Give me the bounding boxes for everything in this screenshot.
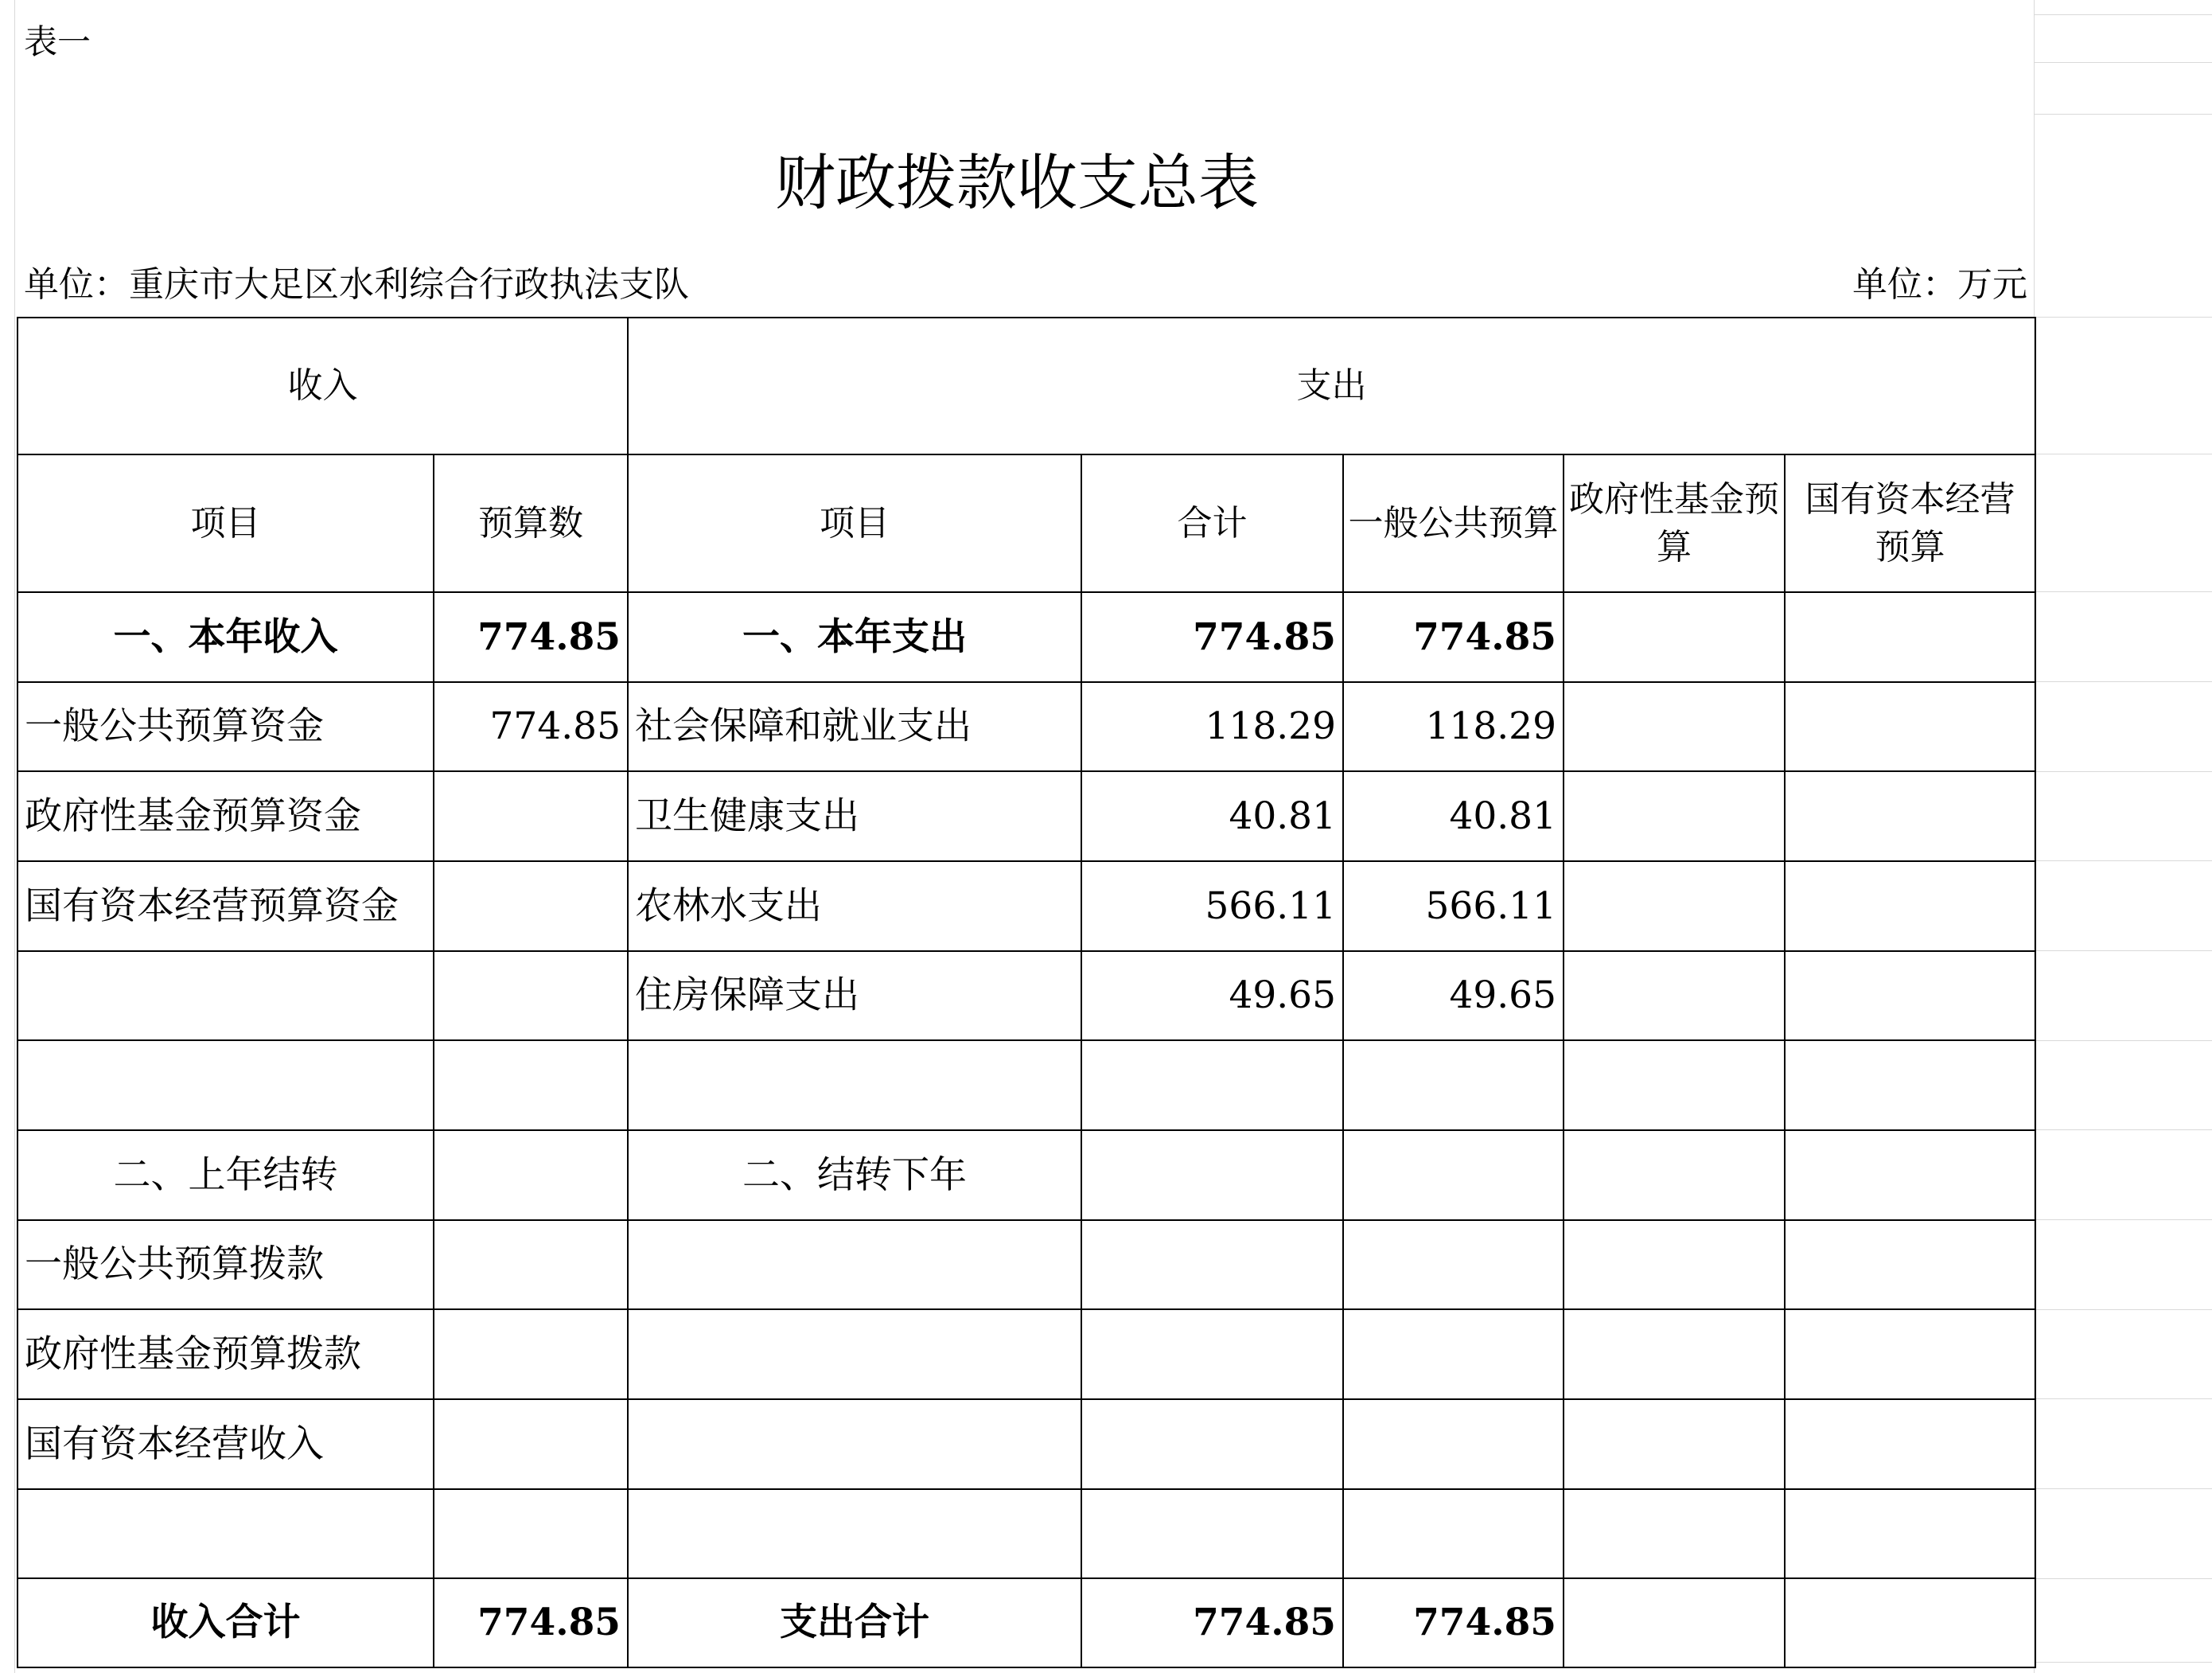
expense-total-gov-fund xyxy=(1564,1578,1785,1667)
gridline xyxy=(14,0,15,1673)
expense-item xyxy=(628,1309,1081,1399)
totals-row xyxy=(18,1578,2035,1667)
gridline xyxy=(2034,62,2212,63)
header-state-capital: 国有资本经营预算 xyxy=(1785,454,2035,592)
expense-general-budget: 566.11 xyxy=(1343,861,1564,951)
income-amount xyxy=(434,1309,628,1399)
income-total-amount: 774.85 xyxy=(434,1578,628,1667)
income-item xyxy=(18,1040,434,1130)
expense-total xyxy=(1081,1309,1343,1399)
header-expense-item: 项目 xyxy=(628,454,1081,592)
expense-total: 118.29 xyxy=(1081,682,1343,771)
expense-item: 二、结转下年 xyxy=(628,1130,1081,1220)
expense-general-budget xyxy=(1343,1489,1564,1578)
expense-state-capital xyxy=(1785,1130,2035,1220)
expense-gov-fund xyxy=(1564,771,1785,861)
expense-gov-fund xyxy=(1564,682,1785,771)
expense-general-budget xyxy=(1343,1220,1564,1309)
header-income: 收入 xyxy=(18,318,628,454)
gridline xyxy=(2034,1219,2212,1220)
gridline xyxy=(2034,1398,2212,1399)
expense-total: 566.11 xyxy=(1081,861,1343,951)
expense-total xyxy=(1081,1489,1343,1578)
gridline xyxy=(2034,317,2212,318)
income-amount xyxy=(434,1489,628,1578)
expense-general-budget xyxy=(1343,1309,1564,1399)
expense-item: 农林水支出 xyxy=(628,861,1081,951)
expense-total xyxy=(1081,1399,1343,1489)
expense-item xyxy=(628,1399,1081,1489)
income-total-label: 收入合计 xyxy=(18,1578,434,1667)
gridline xyxy=(2034,860,2212,861)
expense-total: 40.81 xyxy=(1081,771,1343,861)
gridline xyxy=(2034,771,2212,772)
expense-state-capital xyxy=(1785,1040,2035,1130)
expense-state-capital xyxy=(1785,1309,2035,1399)
income-amount xyxy=(434,861,628,951)
expense-item xyxy=(628,1489,1081,1578)
income-amount: 774.85 xyxy=(434,592,628,682)
expense-gov-fund xyxy=(1564,861,1785,951)
expense-state-capital xyxy=(1785,1489,2035,1578)
income-item: 政府性基金预算拨款 xyxy=(18,1309,434,1399)
expense-state-capital xyxy=(1785,1399,2035,1489)
gridline xyxy=(2034,950,2212,951)
expense-general-budget: 40.81 xyxy=(1343,771,1564,861)
table-body xyxy=(18,592,2035,1578)
gridline xyxy=(2034,1309,2212,1310)
expense-total xyxy=(1081,1130,1343,1220)
expense-gov-fund xyxy=(1564,1040,1785,1130)
header-general-budget: 一般公共预算 xyxy=(1343,454,1564,592)
expense-gov-fund xyxy=(1564,1399,1785,1489)
expense-total xyxy=(1081,1040,1343,1130)
expense-general-budget xyxy=(1343,1040,1564,1130)
expense-total-label: 支出合计 xyxy=(628,1578,1081,1667)
gridline xyxy=(2034,1129,2212,1130)
income-amount xyxy=(434,1040,628,1130)
gridline xyxy=(2034,114,2212,115)
expense-gov-fund xyxy=(1564,1489,1785,1578)
income-item: 一、本年收入 xyxy=(18,592,434,682)
income-item: 一般公共预算资金 xyxy=(18,682,434,771)
income-amount xyxy=(434,771,628,861)
income-amount xyxy=(434,1399,628,1489)
expense-total: 49.65 xyxy=(1081,951,1343,1040)
gridline xyxy=(2034,1662,2212,1663)
expense-total-sum: 774.85 xyxy=(1081,1578,1343,1667)
header-row-top xyxy=(18,318,2035,454)
table-row xyxy=(18,1040,2035,1130)
table-row xyxy=(18,861,2035,951)
table-row xyxy=(18,682,2035,771)
unit-organization: 单位：重庆市大足区水利综合行政执法支队 xyxy=(24,264,689,305)
expense-state-capital xyxy=(1785,682,2035,771)
expense-general-budget: 774.85 xyxy=(1343,592,1564,682)
expense-gov-fund xyxy=(1564,1309,1785,1399)
table-row xyxy=(18,951,2035,1040)
expense-general-budget: 49.65 xyxy=(1343,951,1564,1040)
gridline xyxy=(2034,1578,2212,1579)
table-row xyxy=(18,1130,2035,1220)
header-expense: 支出 xyxy=(628,318,2035,454)
page-title: 财政拨款收支总表 xyxy=(775,147,1259,218)
budget-table xyxy=(17,317,2036,1668)
expense-total-general: 774.85 xyxy=(1343,1578,1564,1667)
expense-general-budget xyxy=(1343,1130,1564,1220)
income-amount xyxy=(434,951,628,1040)
expense-total xyxy=(1081,1220,1343,1309)
expense-gov-fund xyxy=(1564,1220,1785,1309)
expense-state-capital xyxy=(1785,592,2035,682)
income-item: 二、上年结转 xyxy=(18,1130,434,1220)
expense-state-capital xyxy=(1785,1220,2035,1309)
income-amount xyxy=(434,1130,628,1220)
income-item xyxy=(18,1489,434,1578)
expense-total-state-capital xyxy=(1785,1578,2035,1667)
income-item: 国有资本经营预算资金 xyxy=(18,861,434,951)
expense-item: 一、本年支出 xyxy=(628,592,1081,682)
expense-item: 卫生健康支出 xyxy=(628,771,1081,861)
header-budget-num: 预算数 xyxy=(434,454,628,592)
table-row xyxy=(18,1220,2035,1309)
expense-total: 774.85 xyxy=(1081,592,1343,682)
header-gov-fund: 政府性基金预算 xyxy=(1564,454,1785,592)
table-row xyxy=(18,592,2035,682)
header-row-columns xyxy=(18,454,2035,592)
gridline xyxy=(2034,591,2212,592)
income-item: 政府性基金预算资金 xyxy=(18,771,434,861)
income-item xyxy=(18,951,434,1040)
income-item: 国有资本经营收入 xyxy=(18,1399,434,1489)
header-income-item: 项目 xyxy=(18,454,434,592)
expense-general-budget: 118.29 xyxy=(1343,682,1564,771)
table-row xyxy=(18,1399,2035,1489)
expense-state-capital xyxy=(1785,771,2035,861)
header-total: 合计 xyxy=(1081,454,1343,592)
expense-item: 社会保障和就业支出 xyxy=(628,682,1081,771)
gridline xyxy=(2034,1488,2212,1489)
page-label: 表一 xyxy=(24,22,92,61)
expense-item xyxy=(628,1040,1081,1130)
table-row xyxy=(18,771,2035,861)
expense-general-budget xyxy=(1343,1399,1564,1489)
gridline xyxy=(2034,1040,2212,1041)
gridline xyxy=(2034,681,2212,682)
expense-gov-fund xyxy=(1564,592,1785,682)
expense-gov-fund xyxy=(1564,951,1785,1040)
expense-item xyxy=(628,1220,1081,1309)
income-amount: 774.85 xyxy=(434,682,628,771)
income-amount xyxy=(434,1220,628,1309)
expense-state-capital xyxy=(1785,861,2035,951)
income-item: 一般公共预算拨款 xyxy=(18,1220,434,1309)
table-row xyxy=(18,1309,2035,1399)
unit-currency: 单位：万元 xyxy=(1852,264,2027,305)
table-row xyxy=(18,1489,2035,1578)
gridline xyxy=(2034,14,2212,15)
expense-state-capital xyxy=(1785,951,2035,1040)
expense-gov-fund xyxy=(1564,1130,1785,1220)
expense-item: 住房保障支出 xyxy=(628,951,1081,1040)
